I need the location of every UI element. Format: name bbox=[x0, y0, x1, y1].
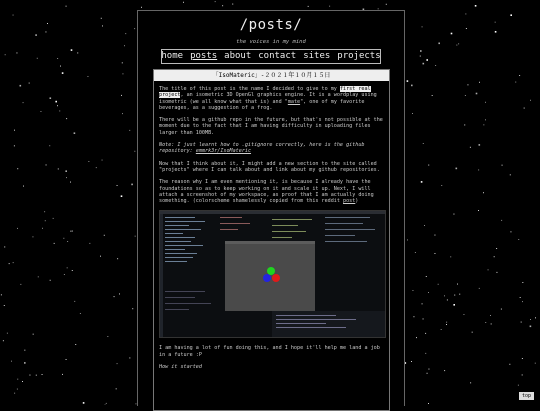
post-note bbox=[159, 142, 384, 155]
star bbox=[42, 374, 43, 375]
star bbox=[64, 274, 65, 275]
star bbox=[132, 308, 133, 309]
star bbox=[17, 389, 18, 390]
first-project-link[interactable]: first real project bbox=[159, 86, 371, 98]
page-subtitle: the voices in my mind bbox=[138, 39, 404, 45]
main-nav bbox=[161, 49, 381, 64]
star bbox=[485, 102, 486, 103]
star bbox=[37, 58, 38, 59]
post-paragraph: I am having a lot of fun doing this, and I hope it'll help me land a job in a future :P bbox=[159, 345, 384, 358]
star bbox=[45, 220, 46, 221]
star bbox=[450, 256, 451, 257]
star bbox=[70, 182, 71, 183]
star bbox=[485, 119, 486, 120]
star bbox=[50, 280, 51, 281]
star bbox=[71, 49, 73, 51]
star bbox=[47, 23, 48, 24]
post-heading: 「IsoMateric」-２０２１年１０月１５日 bbox=[154, 70, 389, 81]
star bbox=[66, 359, 67, 360]
star bbox=[494, 256, 495, 257]
star bbox=[121, 195, 123, 197]
star bbox=[135, 236, 136, 237]
star bbox=[329, 6, 330, 7]
star bbox=[20, 85, 22, 87]
star bbox=[14, 130, 15, 131]
nav-projects[interactable]: projects bbox=[337, 50, 380, 63]
star bbox=[490, 315, 491, 316]
star bbox=[444, 370, 445, 371]
star bbox=[454, 295, 455, 296]
star bbox=[13, 15, 14, 16]
star bbox=[125, 33, 126, 34]
star bbox=[77, 53, 78, 54]
star bbox=[427, 373, 428, 374]
star bbox=[466, 28, 467, 29]
star bbox=[456, 168, 458, 170]
star bbox=[478, 210, 479, 211]
star bbox=[483, 192, 484, 193]
star bbox=[129, 130, 130, 131]
star bbox=[478, 170, 479, 171]
star bbox=[425, 353, 426, 354]
star bbox=[222, 5, 223, 6]
star bbox=[386, 4, 387, 5]
star bbox=[4, 247, 5, 248]
github-repo-link[interactable]: emmrk3r/IsoMateric bbox=[196, 148, 251, 154]
star bbox=[515, 82, 516, 83]
star bbox=[447, 300, 448, 301]
star bbox=[11, 361, 12, 362]
star bbox=[117, 258, 118, 259]
star bbox=[50, 97, 52, 99]
star bbox=[524, 108, 525, 109]
star bbox=[497, 272, 498, 273]
star bbox=[33, 334, 34, 335]
star bbox=[420, 50, 422, 52]
star bbox=[80, 313, 81, 314]
star bbox=[88, 161, 89, 162]
star bbox=[20, 284, 21, 285]
star bbox=[502, 165, 503, 166]
star bbox=[429, 369, 430, 370]
star bbox=[29, 83, 30, 84]
star bbox=[35, 34, 37, 36]
star bbox=[491, 324, 492, 325]
star bbox=[42, 228, 43, 229]
star bbox=[511, 231, 512, 232]
mate-link[interactable]: mate bbox=[288, 99, 300, 105]
star bbox=[446, 322, 447, 323]
post-card bbox=[153, 69, 390, 411]
star bbox=[407, 80, 409, 82]
star bbox=[413, 290, 414, 291]
star bbox=[22, 381, 23, 382]
star bbox=[96, 167, 97, 168]
star bbox=[116, 388, 117, 389]
star bbox=[479, 82, 480, 83]
star bbox=[415, 252, 416, 253]
post-paragraph: How it started bbox=[159, 364, 384, 370]
star bbox=[46, 165, 47, 166]
star bbox=[122, 62, 123, 63]
star bbox=[17, 379, 18, 380]
star bbox=[530, 326, 532, 328]
star bbox=[24, 350, 25, 351]
star bbox=[65, 170, 67, 172]
star bbox=[122, 113, 123, 114]
star bbox=[131, 184, 133, 186]
star bbox=[428, 165, 429, 166]
star bbox=[426, 59, 428, 61]
text: , an isometric 3D OpenGl graphics engine. It is a wordplay using isometric (we all know what that is) and " bbox=[159, 92, 377, 104]
star bbox=[215, 1, 216, 2]
star bbox=[456, 45, 457, 46]
star bbox=[75, 344, 76, 345]
star bbox=[114, 296, 115, 297]
star bbox=[495, 31, 497, 33]
star bbox=[414, 316, 415, 317]
star bbox=[470, 147, 471, 148]
star bbox=[464, 314, 465, 315]
star bbox=[432, 95, 433, 96]
star bbox=[465, 95, 466, 96]
star bbox=[36, 375, 37, 376]
star bbox=[422, 303, 423, 304]
star bbox=[510, 174, 511, 175]
star bbox=[5, 54, 6, 55]
star bbox=[121, 95, 122, 96]
star bbox=[495, 22, 496, 23]
star bbox=[41, 111, 42, 112]
post-body bbox=[154, 81, 389, 370]
star bbox=[88, 76, 89, 77]
star bbox=[479, 144, 481, 146]
star bbox=[33, 236, 34, 237]
star bbox=[496, 248, 497, 249]
star bbox=[44, 211, 45, 212]
back-to-top-button[interactable]: top bbox=[519, 392, 534, 400]
star bbox=[454, 214, 455, 215]
star bbox=[522, 282, 523, 283]
star bbox=[468, 84, 469, 85]
star bbox=[510, 14, 512, 16]
star bbox=[57, 58, 58, 59]
star bbox=[23, 102, 24, 103]
workspace-screenshot-graphic bbox=[160, 211, 385, 337]
star bbox=[232, 4, 233, 5]
star bbox=[3, 340, 4, 341]
star bbox=[426, 276, 427, 277]
star bbox=[501, 220, 502, 221]
star bbox=[509, 364, 510, 365]
star bbox=[106, 403, 107, 404]
star bbox=[83, 402, 85, 404]
star bbox=[100, 256, 101, 257]
star bbox=[70, 231, 71, 232]
nav-about[interactable]: about bbox=[224, 50, 251, 63]
star bbox=[411, 361, 412, 362]
star bbox=[104, 235, 105, 236]
star bbox=[530, 319, 531, 320]
star bbox=[423, 63, 425, 65]
post-paragraph: Now that I think about it, I might add a new section to the site called "projects" where I can talk about and link about my github repositories. bbox=[159, 161, 384, 174]
star bbox=[23, 186, 24, 187]
star bbox=[117, 363, 118, 364]
star bbox=[102, 26, 103, 27]
star bbox=[522, 358, 523, 359]
star bbox=[7, 333, 8, 334]
text: ", one of my favorite beverages, as a suggestion of a frog. bbox=[159, 99, 365, 111]
star bbox=[435, 65, 436, 66]
text: The title of this post is the name I decided to give to my bbox=[159, 86, 340, 92]
star bbox=[465, 14, 466, 15]
star bbox=[435, 235, 436, 236]
star bbox=[488, 269, 489, 270]
post-paragraph bbox=[159, 86, 384, 111]
star bbox=[444, 295, 445, 296]
star bbox=[107, 336, 108, 337]
star bbox=[416, 337, 417, 338]
star bbox=[74, 132, 76, 134]
star bbox=[458, 43, 459, 44]
star bbox=[49, 145, 50, 146]
star bbox=[66, 6, 67, 7]
star bbox=[518, 385, 519, 386]
page-title: /posts/ bbox=[138, 17, 404, 33]
star bbox=[123, 73, 124, 74]
star bbox=[53, 218, 54, 219]
star bbox=[475, 5, 477, 7]
nav-posts[interactable]: posts bbox=[190, 50, 217, 63]
post-paragraph: There will be a github repo in the future, but that's not possible at the moment due to the fact that I am having difficulty in uploading files larger than 100MB. bbox=[159, 117, 384, 136]
star bbox=[46, 32, 47, 33]
star bbox=[522, 301, 523, 302]
star bbox=[428, 292, 429, 293]
star bbox=[470, 382, 471, 383]
reddit-post-link[interactable]: post bbox=[343, 198, 355, 204]
star bbox=[423, 143, 424, 144]
star bbox=[59, 111, 60, 112]
star bbox=[446, 324, 447, 325]
star bbox=[17, 53, 18, 54]
star bbox=[74, 301, 75, 302]
star bbox=[63, 238, 64, 239]
star bbox=[535, 363, 536, 364]
star bbox=[101, 18, 102, 19]
star bbox=[67, 267, 68, 268]
star bbox=[435, 253, 436, 254]
star bbox=[308, 6, 309, 7]
star bbox=[183, 2, 184, 3]
star bbox=[67, 241, 68, 242]
star bbox=[501, 309, 502, 310]
star bbox=[72, 231, 73, 232]
workspace-screenshot bbox=[159, 210, 386, 338]
star bbox=[62, 72, 64, 74]
star bbox=[441, 185, 442, 186]
post-paragraph bbox=[159, 179, 384, 204]
star bbox=[57, 105, 58, 106]
star bbox=[54, 243, 55, 244]
star bbox=[58, 169, 59, 170]
text: ) bbox=[355, 198, 358, 204]
star bbox=[451, 33, 453, 35]
star bbox=[134, 28, 135, 29]
star bbox=[4, 305, 5, 306]
star bbox=[457, 284, 458, 285]
star bbox=[483, 124, 484, 125]
star bbox=[472, 332, 473, 333]
star bbox=[124, 45, 125, 46]
star bbox=[422, 26, 423, 27]
star bbox=[428, 403, 429, 404]
star bbox=[17, 228, 18, 229]
star bbox=[102, 160, 103, 161]
content-panel bbox=[137, 10, 405, 406]
star bbox=[30, 375, 31, 376]
star bbox=[520, 297, 521, 298]
star bbox=[72, 270, 73, 271]
star bbox=[129, 358, 130, 359]
star bbox=[66, 177, 67, 178]
star bbox=[412, 113, 413, 114]
star bbox=[9, 263, 10, 264]
star bbox=[535, 317, 536, 318]
star bbox=[464, 125, 465, 126]
star bbox=[438, 284, 439, 285]
star bbox=[141, 7, 142, 8]
star bbox=[62, 374, 63, 375]
star bbox=[117, 185, 118, 186]
star bbox=[119, 294, 120, 295]
nav-contact[interactable]: contact bbox=[258, 50, 296, 63]
star bbox=[438, 43, 440, 45]
star bbox=[423, 319, 424, 320]
text: Note: I just learnt how to .gitignore correctly, here is the github repository: bbox=[159, 142, 364, 154]
star bbox=[66, 118, 67, 119]
star bbox=[521, 322, 522, 323]
star bbox=[421, 181, 423, 183]
star bbox=[1, 294, 2, 295]
star bbox=[476, 93, 478, 95]
star bbox=[522, 375, 523, 376]
star bbox=[14, 145, 15, 146]
star bbox=[60, 66, 61, 67]
star bbox=[24, 362, 26, 364]
star bbox=[479, 288, 480, 289]
star bbox=[420, 56, 421, 57]
star bbox=[485, 322, 486, 323]
star bbox=[38, 276, 39, 277]
star bbox=[14, 393, 15, 394]
star bbox=[89, 243, 90, 244]
text: The reason why I am even mentioning it, is because I already have the foundations so as to keep working on it and scale it up. Next, I will attach a screenshot of my workspace, as proof that I am actually doing something. (colorscheme shamelessly copied from this reddit bbox=[159, 179, 374, 204]
star bbox=[441, 329, 442, 330]
star bbox=[453, 304, 455, 306]
star bbox=[425, 333, 426, 334]
star bbox=[17, 168, 18, 169]
star bbox=[134, 151, 135, 152]
star bbox=[407, 240, 408, 241]
star bbox=[13, 262, 14, 263]
star bbox=[518, 239, 519, 240]
star bbox=[424, 225, 425, 226]
star bbox=[411, 85, 413, 87]
star bbox=[530, 100, 531, 101]
star bbox=[55, 101, 57, 103]
nav-home[interactable]: home bbox=[161, 50, 183, 63]
star bbox=[459, 294, 460, 295]
star bbox=[519, 75, 520, 76]
nav-sites[interactable]: sites bbox=[303, 50, 330, 63]
